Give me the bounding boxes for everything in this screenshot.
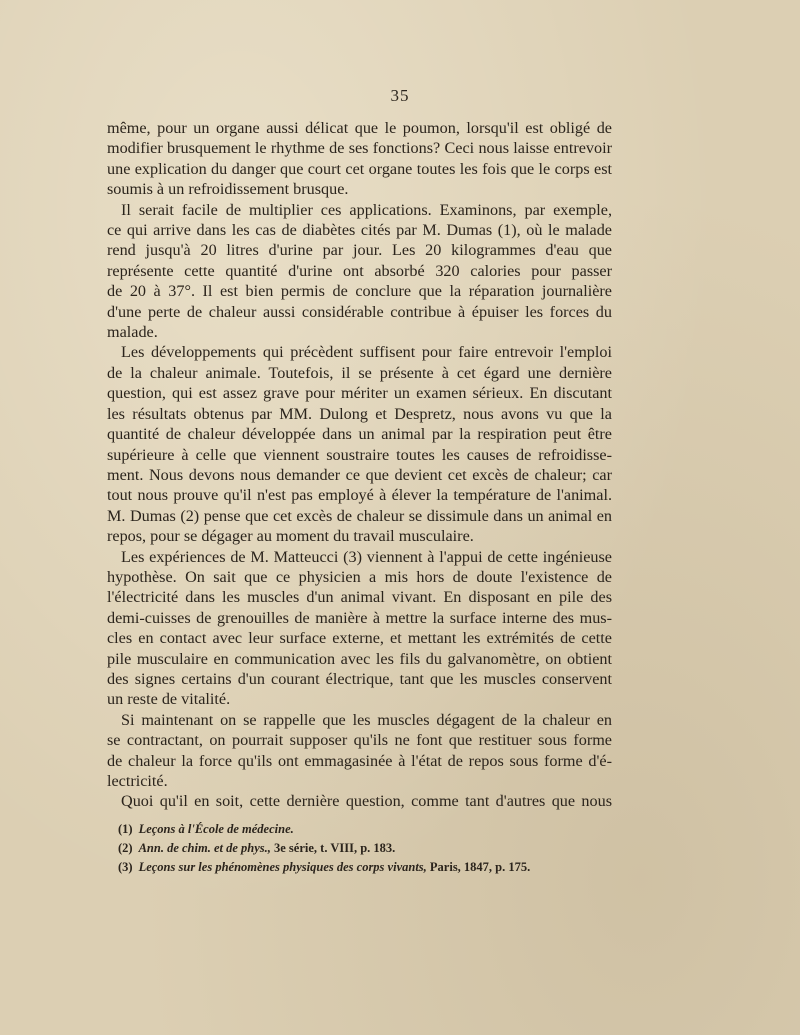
footnote [118,858,598,877]
footnote [118,839,598,858]
page-number: 35 [390,86,410,105]
footnote-detail: 3e série, t. VIII, p. 183. [270,841,396,855]
footnote [118,820,598,839]
footnote-title: Ann. de chim. et de phys., [138,841,271,855]
text-line: l'électricité dans les muscles d'un animal vivant. En disposant en pile des [107,588,612,607]
body-text [107,118,612,812]
text-line: rend jusqu'à 20 litres d'urine par jour. Les 20 kilogrammes d'eau que [107,241,612,260]
text-line: de la chaleur animale. Toutefois, il se présente à cet égard une dernière [107,363,612,382]
text-line: question, qui est assez grave pour mériter un examen sérieux. En discutant [107,384,612,403]
text-line: modifier brusquement le rhythme de ses fonctions? Ceci nous laisse entrevoir [107,139,612,158]
text-line: tout nous prouve qu'il n'est pas employé à élever la température de l'animal. [107,486,612,505]
text-line: des signes certains d'un courant électrique, tant que les muscles conservent [107,669,612,688]
text-line: se contractant, on pourrait supposer qu'ils ne font que restituer sous forme [107,731,612,750]
footnote-number: (1) [118,822,133,836]
footnote-title: Leçons sur les phénomènes physiques des corps vivants, [138,860,427,874]
text-line: quantité de chaleur développée dans un animal par la respiration peut être [107,425,612,444]
text-line: demi-cuisses de grenouilles de manière à mettre la surface interne des mus- [107,608,612,627]
text-line: même, pour un organe aussi délicat que le poumon, lorsqu'il est obligé de [107,119,612,137]
text-line: cles en contact avec leur surface externe, et mettant les extrémités de cette [107,629,612,648]
paragraph-start-line: Il serait facile de multiplier ces applications. Examinons, par exemple, [121,200,612,219]
text-line: lectricité. [107,772,168,790]
paragraph-start-line: Les développements qui précèdent suffisent pour faire entrevoir l'emploi [121,343,612,362]
text-line: une explication du danger que court cet organe toutes les fois que le corps est [107,159,612,178]
paragraph-start-line: Les expériences de M. Matteucci (3) viennent à l'appui de cette ingénieuse [121,547,612,566]
text-line: pile musculaire en communication avec les fils du galvanomètre, on obtient [107,649,612,668]
paragraph-start-line: Quoi qu'il en soit, cette dernière question, comme tant d'autres que nous [121,792,612,811]
text-line: supérieure à celle que viennent soustraire toutes les causes de refroidisse- [107,445,612,464]
footnote-number: (3) [118,860,133,874]
footnote-detail: Paris, 1847, p. 175. [426,860,531,874]
text-line: de 20 à 37°. Il est bien permis de conclure que la réparation journalière [107,282,612,301]
paragraph-start-line: Si maintenant on se rappelle que les muscles dégagent de la chaleur en [121,710,612,729]
footnotes [118,820,598,877]
footnote-title: Leçons à l'École de médecine. [138,822,294,836]
text-line: représente cette quantité d'urine ont absorbé 320 calories pour passer [107,261,612,280]
footnote-number: (2) [118,841,133,855]
text-line: repos, pour se dégager au moment du travail musculaire. [107,527,474,546]
text-line: de chaleur la force qu'ils ont emmagasinée à l'état de repos sous forme d'é- [107,751,612,770]
text-line: d'une perte de chaleur aussi considérable contribue à épuiser les forces du [107,302,612,321]
text-line: ment. Nous devons nous demander ce que devient cet excès de chaleur; car [107,465,612,484]
text-line: malade. [107,323,158,342]
text-line: un reste de vitalité. [107,690,231,709]
text-line: les résultats obtenus par MM. Dulong et Despretz, nous avons vu que la [107,404,612,423]
text-line: ce qui arrive dans les cas de diabètes cités par M. Dumas (1), où le malade [107,221,612,240]
text-line: hypothèse. On sait que ce physicien a mis hors de doute l'existence de [107,567,612,586]
text-line: M. Dumas (2) pense que cet excès de chaleur se dissimule dans un animal en [107,506,612,525]
text-line: soumis à un refroidissement brusque. [107,180,349,199]
